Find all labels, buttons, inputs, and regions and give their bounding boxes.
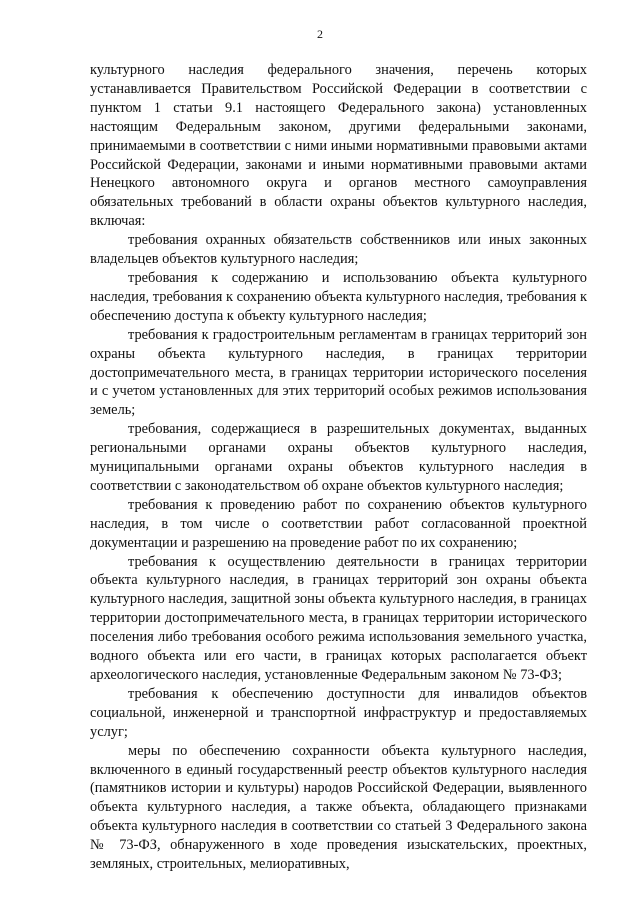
paragraph-preservation-works: требования к проведению работ по сохранению объектов культурного наследия, в том числе о соответствии работ согласованной проектной документации и разрешению на проведение работ по их сохранению; bbox=[90, 496, 587, 551]
page-number: 2 bbox=[317, 27, 323, 41]
paragraph-accessibility-requirements: требования к обеспечению доступности для инвалидов объектов социальной, инженерной и транспортной инфраструктур и предоставляемых услуг; bbox=[90, 685, 587, 740]
body-text bbox=[90, 61, 587, 874]
paragraph-urban-planning-requirements: требования к градостроительным регламентам в границах территорий зон охраны объекта культурного наследия, в границах территории достопримечательного места, в границах территории исторического поселения и с учетом установленных для этих территорий особых режимов использования земель; bbox=[90, 326, 587, 419]
paragraph-safety-measures: меры по обеспечению сохранности объекта культурного наследия, включенного в единый государственный реестр объектов культурного наследия (памятников истории и культуры) народов Российской Федерации, выявленного объекта культурного наследия, а также объекта, обладающего признаками объекта культурного наследия в соответствии со статьей 3 Федерального закона № 73-ФЗ, обнаруженного в ходе проведения изыскательских, проектных, земляных, строительных, мелиоративных, bbox=[90, 742, 587, 873]
paragraph-activity-requirements: требования к осуществлению деятельности в границах территории объекта культурного наследия, в границах территорий зон охраны объекта культурного наследия, защитной зоны объекта культурного наследия, в границах территории достопримечательного места, в границах территории исторического поселения либо требования особого режима использования земельного участка, водного объекта или его части, в границах которых располагается объект археологического наследия, установленные Федеральным законом № 73-ФЗ; bbox=[90, 553, 587, 683]
paragraph-protection-obligations: требования охранных обязательств собственников или иных законных владельцев объектов культурного наследия; bbox=[90, 232, 587, 268]
paragraph-maintenance-requirements: требования к содержанию и использованию объекта культурного наследия, требования к сохранению объекта культурного наследия, требования к обеспечению доступа к объекту культурного наследия; bbox=[90, 269, 587, 324]
paragraph-permit-requirements: требования, содержащиеся в разрешительных документах, выданных региональными органами охраны объектов культурного наследия, муниципальными органами охраны объектов культурного наследия в соответствии с законодательством об охране объектов культурного наследия; bbox=[90, 421, 587, 494]
paragraph-continuation: культурного наследия федерального значения, перечень которых устанавливается Правительством Российской Федерации в соответствии с пунктом 1 статьи 9.1 настоящего Федерального закона) установленных настоящим Федеральным законом, другими федеральными законами, принимаемыми в соответствии с ними иными нормативными правовыми актами Российской Федерации, законами и иными нормативными правовыми актами Ненецкого автономного округа и органов местного самоуправления обязательных требований в области охраны объектов культурного наследия, включая: bbox=[90, 62, 587, 230]
